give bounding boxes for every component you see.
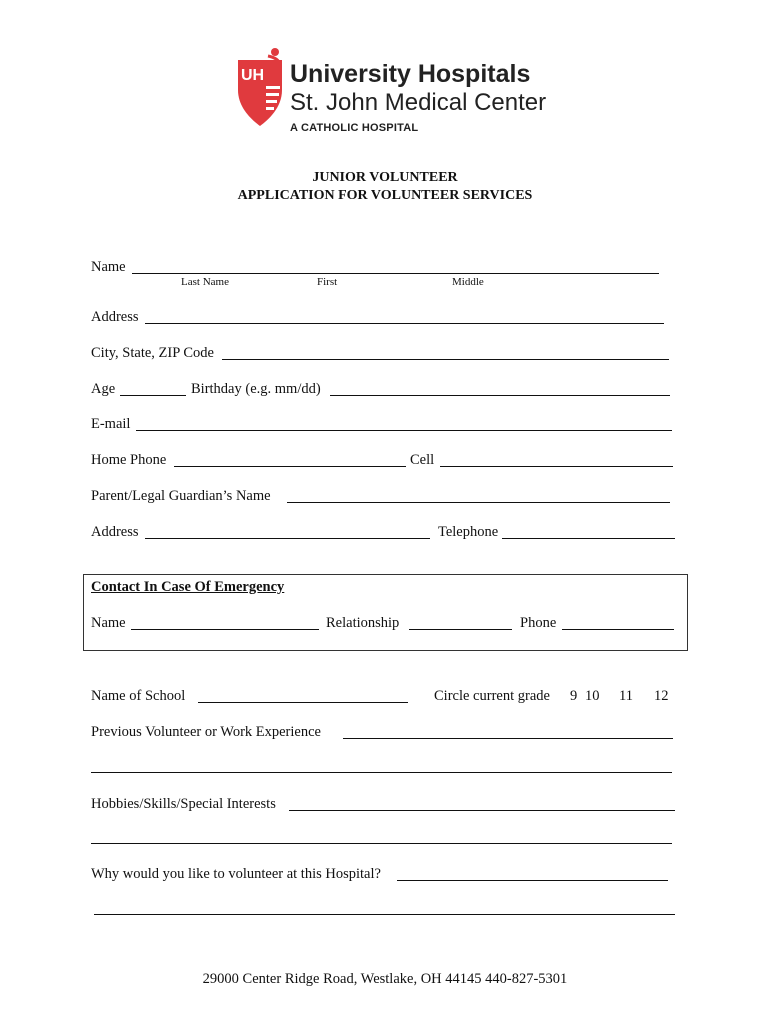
logo xyxy=(234,46,554,136)
school-name-line xyxy=(198,702,408,703)
name-line xyxy=(132,273,659,274)
cell-input[interactable] xyxy=(440,449,673,467)
title-line1: JUNIOR VOLUNTEER xyxy=(312,170,458,185)
hobbies-line xyxy=(289,810,675,811)
guardian-address-line xyxy=(145,538,430,539)
emergency-name-input[interactable] xyxy=(131,612,319,630)
logo-mark: UH xyxy=(241,67,265,84)
home-phone-label: Home Phone xyxy=(91,452,167,468)
logo-line3: A CATHOLIC HOSPITAL xyxy=(290,122,419,134)
hobbies-line-2 xyxy=(91,843,672,844)
hobbies-input-2[interactable] xyxy=(91,826,672,844)
age-label: Age xyxy=(91,381,116,397)
why-volunteer-input-2[interactable] xyxy=(94,897,675,915)
birthday-line xyxy=(330,395,670,396)
guardian-line xyxy=(287,502,670,503)
city-state-zip-input[interactable] xyxy=(222,342,669,360)
relationship-line xyxy=(409,629,512,630)
birthday-label: Birthday (e.g. mm/dd) xyxy=(191,381,321,397)
previous-experience-line xyxy=(343,738,673,739)
home-phone-line xyxy=(174,466,406,467)
cell-label: Cell xyxy=(410,452,435,468)
previous-experience-label: Previous Volunteer or Work Experience xyxy=(91,724,321,740)
emergency-phone-input[interactable] xyxy=(562,612,674,630)
email-label: E-mail xyxy=(91,416,131,432)
telephone-line xyxy=(502,538,675,539)
grade-11-option[interactable]: 11 xyxy=(619,688,633,704)
first-name-caption: First xyxy=(317,276,338,288)
emergency-name-label: Name xyxy=(91,615,126,631)
address-line xyxy=(145,323,664,324)
age-input[interactable] xyxy=(120,378,186,396)
why-volunteer-input[interactable] xyxy=(397,863,668,881)
address-input[interactable] xyxy=(145,306,664,324)
hobbies-label: Hobbies/Skills/Special Interests xyxy=(91,796,276,812)
last-name-caption: Last Name xyxy=(181,276,229,288)
why-volunteer-label: Why would you like to volunteer at this Hospital? xyxy=(91,866,381,882)
relationship-label: Relationship xyxy=(326,615,400,631)
grade-12-option[interactable]: 12 xyxy=(654,688,669,704)
logo-line2: St. John Medical Center xyxy=(290,89,547,116)
emergency-phone-label: Phone xyxy=(520,615,557,631)
school-name-label: Name of School xyxy=(91,688,186,704)
emergency-name-line xyxy=(131,629,319,630)
cell-line xyxy=(440,466,673,467)
why-volunteer-line-2 xyxy=(94,914,675,915)
grade-label: Circle current grade xyxy=(434,688,550,704)
address-label: Address xyxy=(91,309,139,325)
guardian-label: Parent/Legal Guardian’s Name xyxy=(91,488,271,504)
birthday-input[interactable] xyxy=(330,378,670,396)
grade-10-option[interactable]: 10 xyxy=(585,688,600,704)
logo-line1: University Hospitals xyxy=(290,60,531,88)
emergency-phone-line xyxy=(562,629,674,630)
age-line xyxy=(120,395,186,396)
hobbies-input[interactable] xyxy=(289,793,675,811)
city-state-zip-line xyxy=(222,359,669,360)
emergency-heading: Contact In Case Of Emergency xyxy=(91,579,285,595)
email-line xyxy=(136,430,672,431)
why-volunteer-line xyxy=(397,880,668,881)
middle-name-caption: Middle xyxy=(452,276,484,288)
email-input[interactable] xyxy=(136,413,672,431)
name-input[interactable] xyxy=(132,256,659,274)
telephone-input[interactable] xyxy=(502,521,675,539)
guardian-address-label: Address xyxy=(91,524,139,540)
previous-experience-input-2[interactable] xyxy=(91,755,672,773)
previous-experience-input[interactable] xyxy=(343,721,673,739)
relationship-input[interactable] xyxy=(409,612,512,630)
previous-experience-line-2 xyxy=(91,772,672,773)
school-name-input[interactable] xyxy=(198,685,408,703)
city-state-zip-label: City, State, ZIP Code xyxy=(91,345,214,361)
home-phone-input[interactable] xyxy=(174,449,406,467)
name-label: Name xyxy=(91,259,126,275)
grade-9-option[interactable]: 9 xyxy=(570,688,578,704)
uh-shield-icon xyxy=(234,46,286,128)
guardian-input[interactable] xyxy=(287,485,670,503)
telephone-label: Telephone xyxy=(438,524,499,540)
title-line2: APPLICATION FOR VOLUNTEER SERVICES xyxy=(237,188,533,203)
footer-address: 29000 Center Ridge Road, Westlake, OH 44145 440-827-5301 xyxy=(202,971,568,987)
guardian-address-input[interactable] xyxy=(145,521,430,539)
